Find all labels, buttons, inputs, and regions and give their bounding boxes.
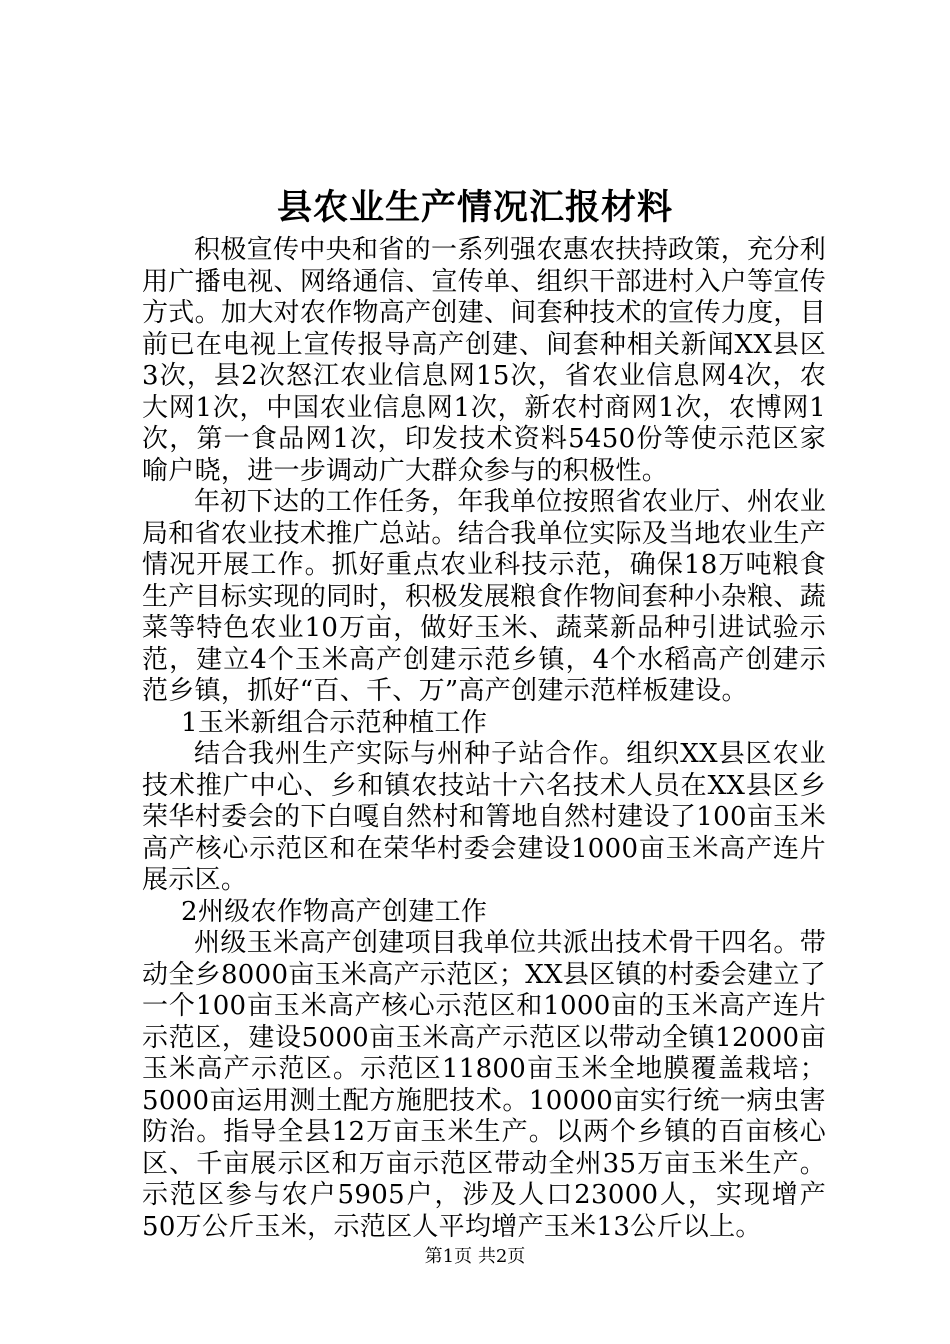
page-number-footer: 第1页 共2页 xyxy=(424,1246,526,1267)
paragraph-high-yield: 州级玉米高产创建项目我单位共派出技术骨干四名。带动全乡8000亩玉米高产示范区；XX县区镇的村委会建立了一个100亩玉米高产核心示范区和1000亩的玉米高产连片示范区，建设5000亩玉米高产示范区以带动全镇12000亩玉米高产示范区。示范区11800亩玉米全地膜覆盖栽培；5000亩运用测土配方施肥技术。10000亩实行统一病虫害防治。指导全县12万亩玉米生产。以两个乡镇的百亩核心区、千亩展示区和万亩示范区带动全州35万亩玉米生产。示范区参与农户5905户，涉及人口23000人，实现增产50万公斤玉米，示范区人平均增产玉米13公斤以上。 xyxy=(142,928,827,1242)
section-heading-high-yield: 2州级农作物高产创建工作 xyxy=(181,896,488,927)
section-heading-corn-demo: 1玉米新组合示范种植工作 xyxy=(181,707,488,738)
paragraph-propaganda: 积极宣传中央和省的一系列强农惠农扶持政策，充分利用广播电视、网络通信、宣传单、组织干部进村入户等宣传方式。加大对农作物高产创建、间套种技术的宣传力度，目前已在电视上宣传报导高产创建、间套种相关新闻XX县区3次，县2次怒江农业信息网15次，省农业信息网4次，农大网1次，中国农业信息网1次，新农村商网1次，农博网1次，第一食品网1次，印发技术资料5450份等使示范区家喻户晓，进一步调动广大群众参与的积极性。 xyxy=(142,235,826,486)
paragraph-corn-demo: 结合我州生产实际与州种子站合作。组织XX县区农业技术推广中心、乡和镇农技站十六名技术人员在XX县区乡荣华村委会的下白嘎自然村和箐地自然村建设了100亩玉米高产核心示范区和在荣华村委会建设1000亩玉米高产连片展示区。 xyxy=(142,739,826,895)
document-title: 县农业生产情况汇报材料 xyxy=(276,187,673,228)
document-body xyxy=(142,235,826,1243)
paragraph-annual-tasks: 年初下达的工作任务，年我单位按照省农业厅、州农业局和省农业技术推广总站。结合我单位实际及当地农业生产情况开展工作。抓好重点农业科技示范，确保18万吨粮食生产目标实现的同时，积极发展粮食作物间套种小杂粮、蔬菜等特色农业10万亩，做好玉米、蔬菜新品种引进试验示范，建立4个玉米高产创建示范乡镇，4个水稻高产创建示范乡镇，抓好“百、千、万”高产创建示范样板建设。 xyxy=(142,487,826,706)
